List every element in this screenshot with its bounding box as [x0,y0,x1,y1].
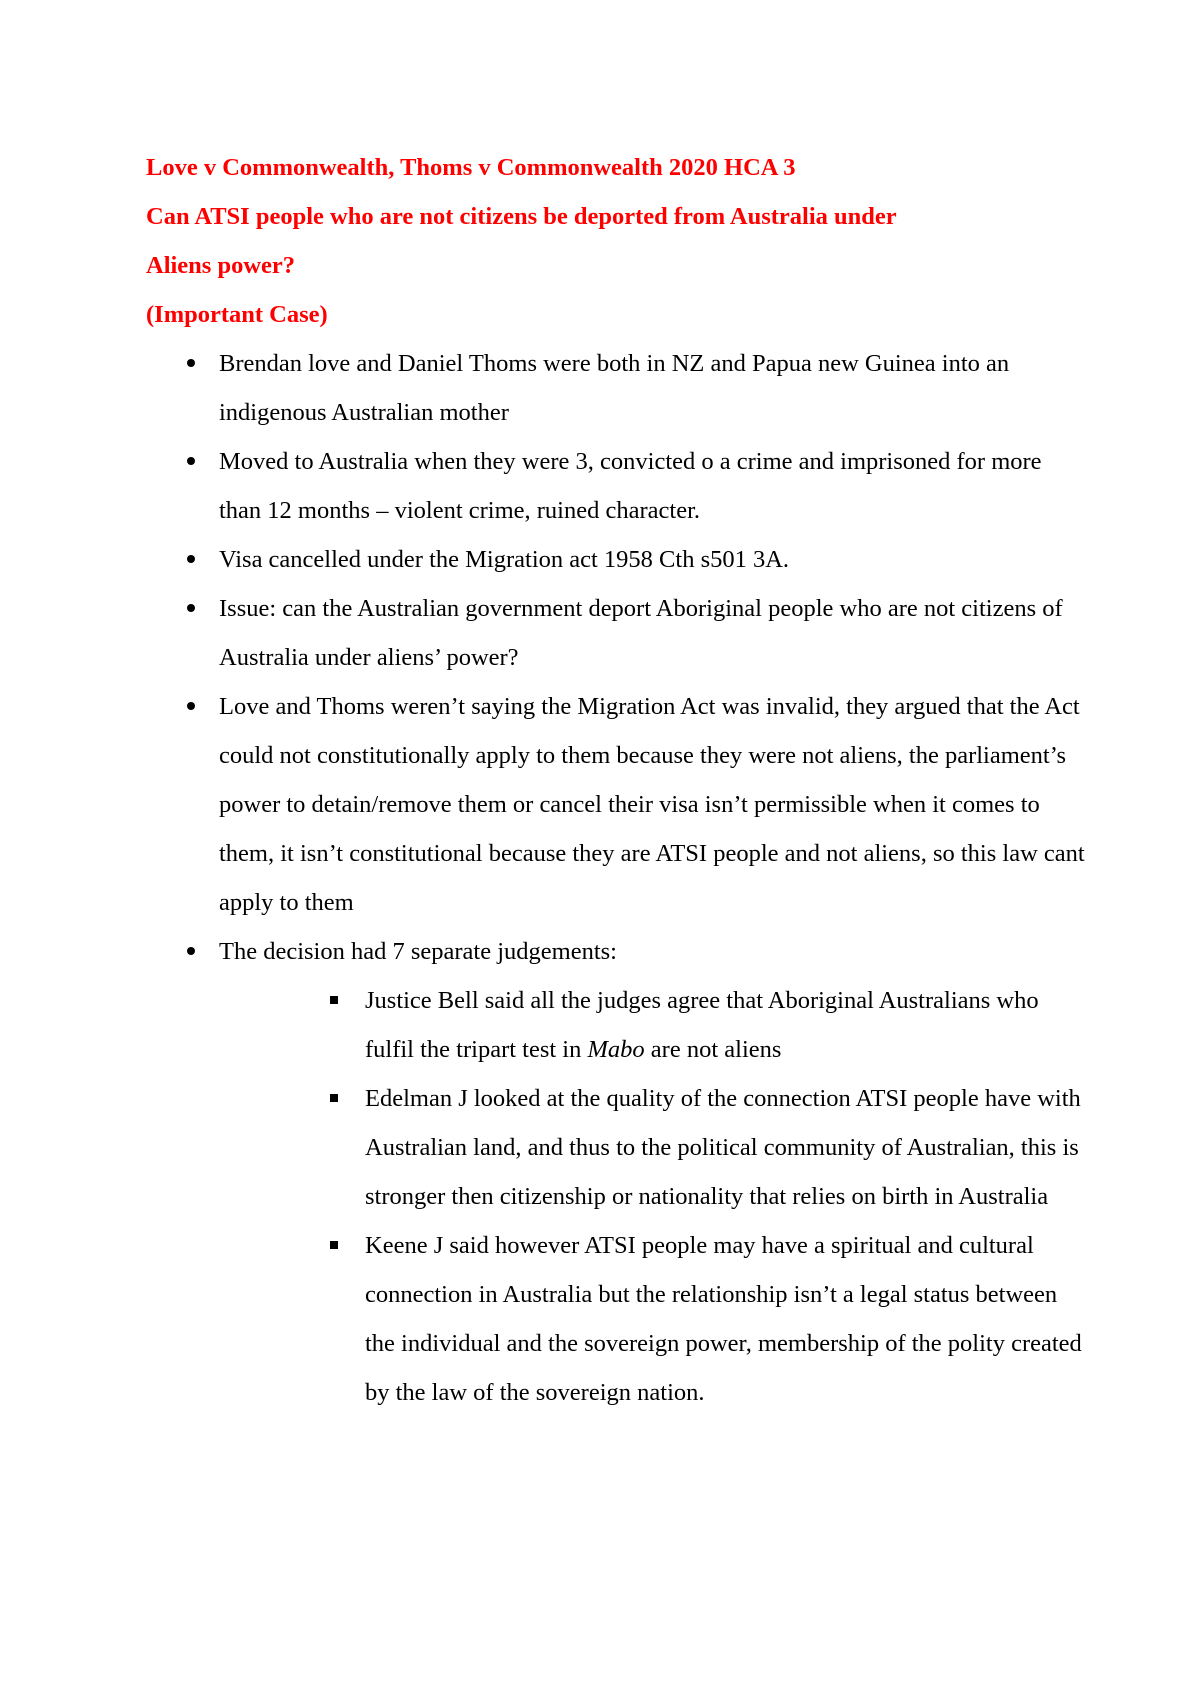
case-title: Love v Commonwealth, Thoms v Commonwealth 2020 HCA 3 [146,154,796,181]
bullet-square-icon [330,996,338,1004]
sub-item-edelman [146,1074,1086,1221]
list-item-conviction [146,437,1086,535]
question-line-1: Can ATSI people who are not citizens be deported from Australia under [146,203,897,230]
bullet-dot-icon [187,555,195,563]
bullet-dot-icon [187,702,195,710]
list-item-parents [146,339,1086,437]
list-item-visa [146,535,1086,584]
document-content [146,143,1086,1417]
bullet-square-icon [330,1094,338,1102]
bullet-dot-icon [187,947,195,955]
list-item-argument [146,682,1086,927]
sub-item-keene [146,1221,1086,1417]
list-item-issue [146,584,1086,682]
judgement-sub-list [146,976,1086,1417]
sub-item-text: Edelman J looked at the quality of the connection ATSI people have with Australian land, and thus to the political community of Australian, this is stronger then citizenship or nationality that relies on birth in Australia [365,1085,1081,1210]
list-item-text: Visa cancelled under the Migration act 1958 Cth s501 3A. [219,546,790,573]
list-item-text: The decision had 7 separate judgements: [219,938,617,965]
bullet-dot-icon [187,604,195,612]
sub-item-text: are not aliens [650,1036,782,1063]
sub-item-bell [146,976,1086,1074]
main-bullet-list [146,339,1086,976]
list-item-decision [146,927,1086,976]
bullet-dot-icon [187,359,195,367]
bullet-dot-icon [187,457,195,465]
case-name-mabo: Mabo [587,1036,645,1063]
sub-item-text: Justice Bell said all the judges agree that Aboriginal Australians who fulfil the tripart test in [365,987,1039,1063]
list-item-text: Issue: can the Australian government deport Aboriginal people who are not citizens of Australia under aliens’ power? [219,595,1063,671]
list-item-text: Love and Thoms weren’t saying the Migration Act was invalid, they argued that the Act could not constitutionally apply to them because they were not aliens, the parliament’s power to detain/remove them or cancel their visa isn’t permissible when it comes to them, it isn’t constitutional because they are ATSI people and not aliens, so this law cant apply to them [219,693,1085,916]
sub-item-text: Keene J said however ATSI people may have a spiritual and cultural connection in Australia but the relationship isn’t a legal status between the individual and the sovereign power, membership of the polity created by the law of the sovereign nation. [365,1232,1082,1406]
list-item-text: Moved to Australia when they were 3, convicted o a crime and imprisoned for more than 12 months – violent crime, ruined character. [219,448,1042,524]
bullet-square-icon [330,1241,338,1249]
list-item-text: Brendan love and Daniel Thoms were both in NZ and Papua new Guinea into an indigenous Australian mother [219,350,1010,426]
importance-note: (Important Case) [146,301,328,328]
question-line-2: Aliens power? [146,252,296,279]
